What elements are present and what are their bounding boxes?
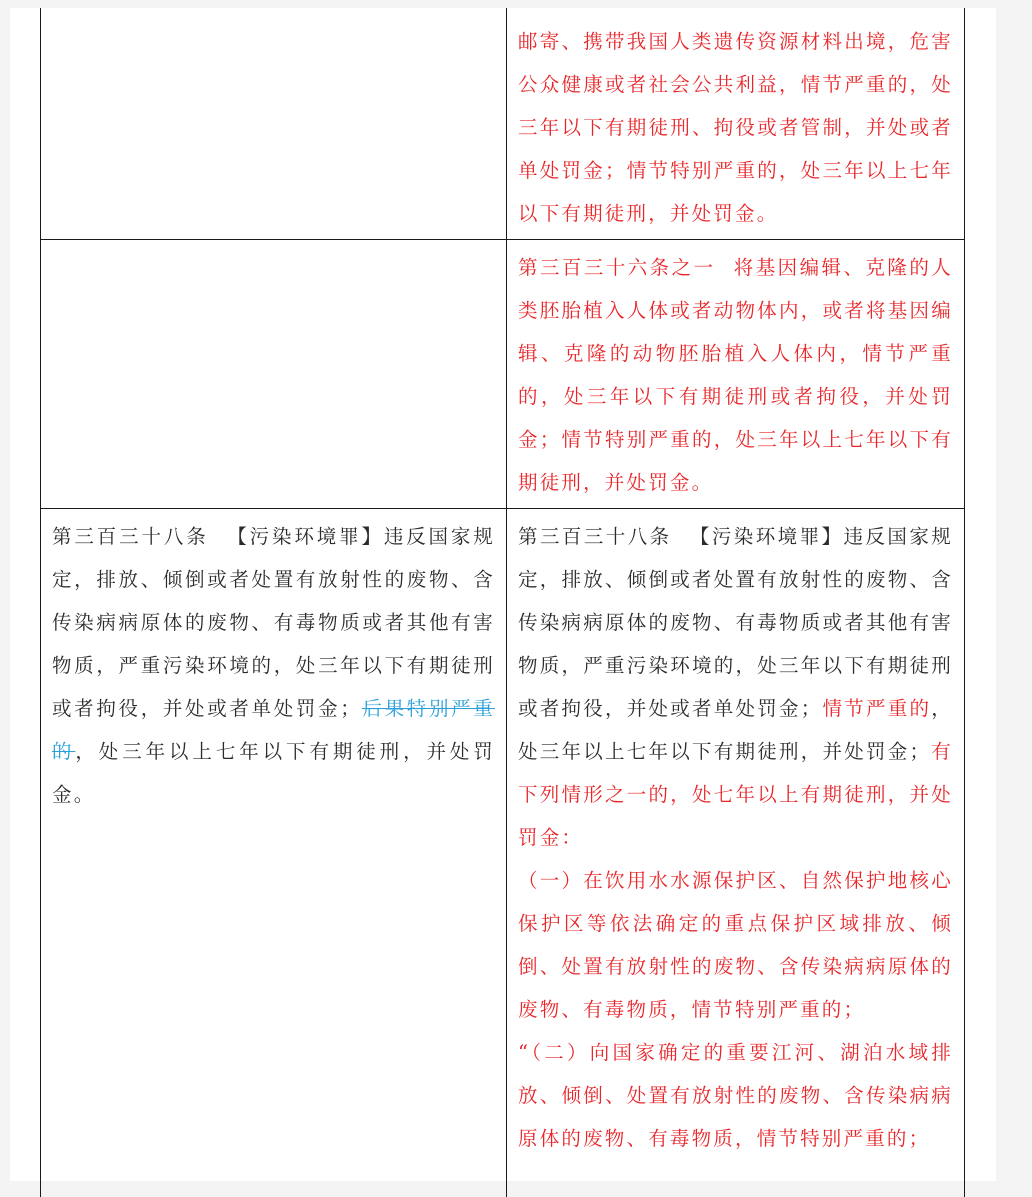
crime-title: 【污染环境罪】 xyxy=(226,525,384,548)
deleted-text: 后果特别严重的 xyxy=(52,697,495,763)
crime-title: 【污染环境罪】 xyxy=(689,525,844,548)
list-item: “（二）向国家确定的重要江河、湖泊水域排放、倾倒、处置有放射性的废物、含传染病病原体的废物、有毒物质，情节特别严重的； xyxy=(518,1041,953,1150)
new-text-cell xyxy=(507,8,965,240)
comparison-table xyxy=(40,8,965,1197)
article-number: 第三百三十八条 xyxy=(518,525,672,548)
document-page xyxy=(10,8,996,1181)
article-number: 第三百三十八条 xyxy=(52,525,209,548)
article-text: ，处三年以上七年以下有期徒刑，并处罚金。 xyxy=(52,740,495,806)
table-row xyxy=(41,509,965,1197)
added-text: 情节严重的 xyxy=(822,697,932,720)
table-row xyxy=(41,8,965,240)
article-text: 违反国家规定，排放、倾倒或者处置有放射性的废物、含传染病病原体的废物、有毒物质或者其他有害物质，严重污染环境的，处三年以下有期徒刑或者拘役，并处或者单处罚金； xyxy=(52,525,495,720)
article-text: ，处三年以上七年以下有期徒刑，并处罚金； xyxy=(518,697,953,763)
article-text: 违反国家规定，排放、倾倒或者处置有放射性的废物、含传染病病原体的废物、有毒物质或者其他有害物质，严重污染环境的，处三年以下有期徒刑或者拘役，并处或者单处罚金； xyxy=(518,525,953,720)
new-text-cell xyxy=(507,240,965,509)
added-text: 邮寄、携带我国人类遗传资源材料出境，危害公众健康或者社会公共利益，情节严重的，处三年以下有期徒刑、拘役或者管制，并处或者单处罚金；情节特别严重的，处三年以上七年以下有期徒刑，并处罚金。 xyxy=(518,30,953,225)
added-article-number: 第三百三十六条之一 xyxy=(518,256,716,279)
list-item: （一）在饮用水水源保护区、自然保护地核心保护区等依法确定的重点保护区域排放、倾倒、处置有放射性的废物、含传染病病原体的废物、有毒物质，情节特别严重的； xyxy=(518,869,953,1021)
old-text-cell xyxy=(41,8,507,240)
old-text-cell xyxy=(41,240,507,509)
added-text: 将基因编辑、克隆的人类胚胎植入人体或者动物体内，或者将基因编辑、克隆的动物胚胎植入人体内，情节严重的，处三年以下有期徒刑或者拘役，并处罚金；情节特别严重的，处三年以上七年以下有期徒刑，并处罚金。 xyxy=(518,256,953,494)
old-text-cell xyxy=(41,509,507,1197)
table-row xyxy=(41,240,965,509)
new-text-cell xyxy=(507,509,965,1197)
added-text: 有下列情形之一的，处七年以上有期徒刑，并处罚金： xyxy=(518,740,953,849)
